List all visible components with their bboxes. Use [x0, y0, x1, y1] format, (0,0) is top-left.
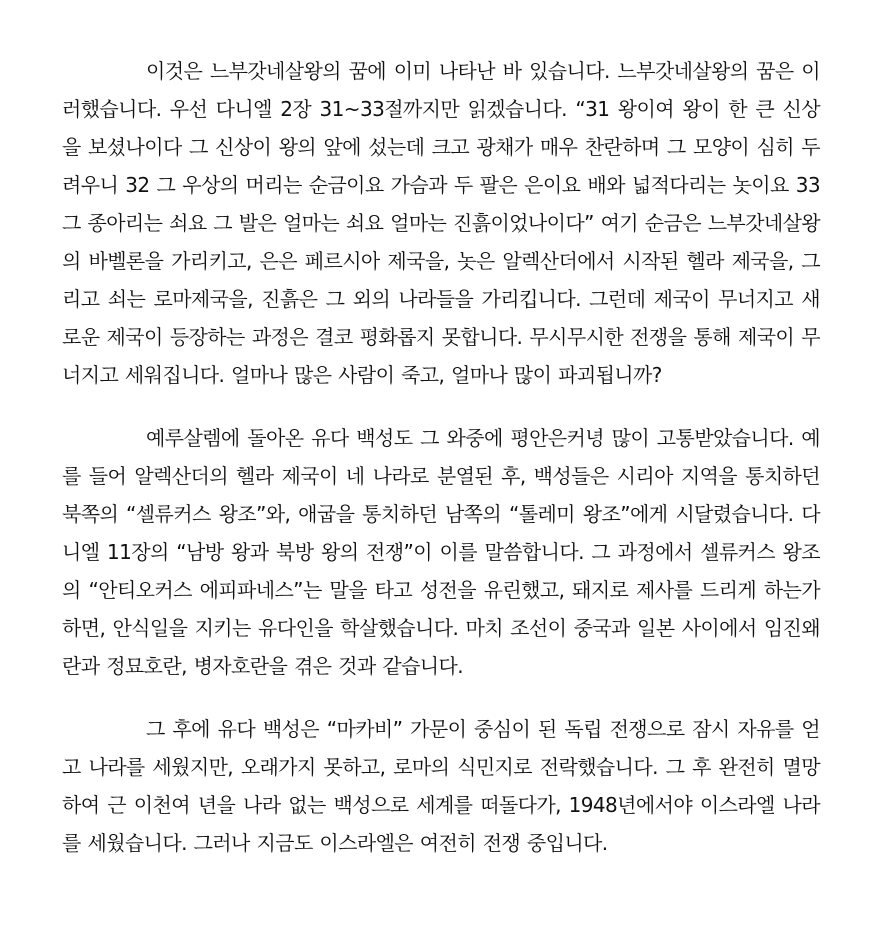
paragraph-2: 예루살렘에 돌아온 유다 백성도 그 와중에 평안은커녕 많이 고통받았습니다. 예를 들어 알렉산더의 헬라 제국이 네 나라로 분열된 후, 백성들은 시리아 지역을 통치하던 북쪽의 “셀류커스 왕조”와, 애굽을 통치하던 남쪽의 “톨레미 왕조”에게 시달렸습니다. 다니엘 11장의 “남방 왕과 북방 왕의 전쟁”이 이를 말씀합니다. 그 과정에서 셀류커스 왕조의 “안티오커스 에피파네스”는 말을 타고 성전을 유린했고, 돼지로 제사를 드리게 하는가 하면, 안식일을 지키는 유다인을 학살했습니다. 마치 조선이 중국과 일본 사이에서 임진왜란과 정묘호란, 병자호란을 겪은 것과 같습니다. — [62, 426, 820, 678]
paragraph-1: 이것은 느부갓네살왕의 꿈에 이미 나타난 바 있습니다. 느부갓네살왕의 꿈은 이러했습니다. 우선 다니엘 2장 31~33절까지만 읽겠습니다. “31 왕이여 왕이 한 큰 신상을 보셨나이다 그 신상이 왕의 앞에 섰는데 크고 광채가 매우 찬란하며 그 모양이 심히 두려우니 32 그 우상의 머리는 순금이요 가슴과 두 팔은 은이요 배와 넓적다리는 놋이요 33 그 종아리는 쇠요 그 발은 얼마는 쇠요 얼마는 진흙이었나이다” 여기 순금은 느부갓네살왕의 바벨론을 가리키고, 은은 페르시아 제국을, 놋은 알렉산더에서 시작된 헬라 제국을, 그리고 쇠는 로마제국을, 진흙은 그 외의 나라들을 가리킵니다. 그런데 제국이 무너지고 새로운 제국이 등장하는 과정은 결코 평화롭지 못합니다. 무시무시한 전쟁을 통해 제국이 무너지고 세워집니다. 얼마나 많은 사람이 죽고, 얼마나 많이 파괴됩니까? — [62, 59, 821, 387]
paragraph-3: 그 후에 유다 백성은 “마카비” 가문이 중심이 된 독립 전쟁으로 잠시 자유를 얻고 나라를 세웠지만, 오래가지 못하고, 로마의 식민지로 전락했습니다. 그 후 완전히 멸망하여 근 이천여 년을 나라 없는 백성으로 세계를 떠돌다가, 1948년에서야 이스라엘 나라를 세웠습니다. 그러나 지금도 이스라엘은 여전히 전쟁 중입니다. — [62, 717, 820, 855]
